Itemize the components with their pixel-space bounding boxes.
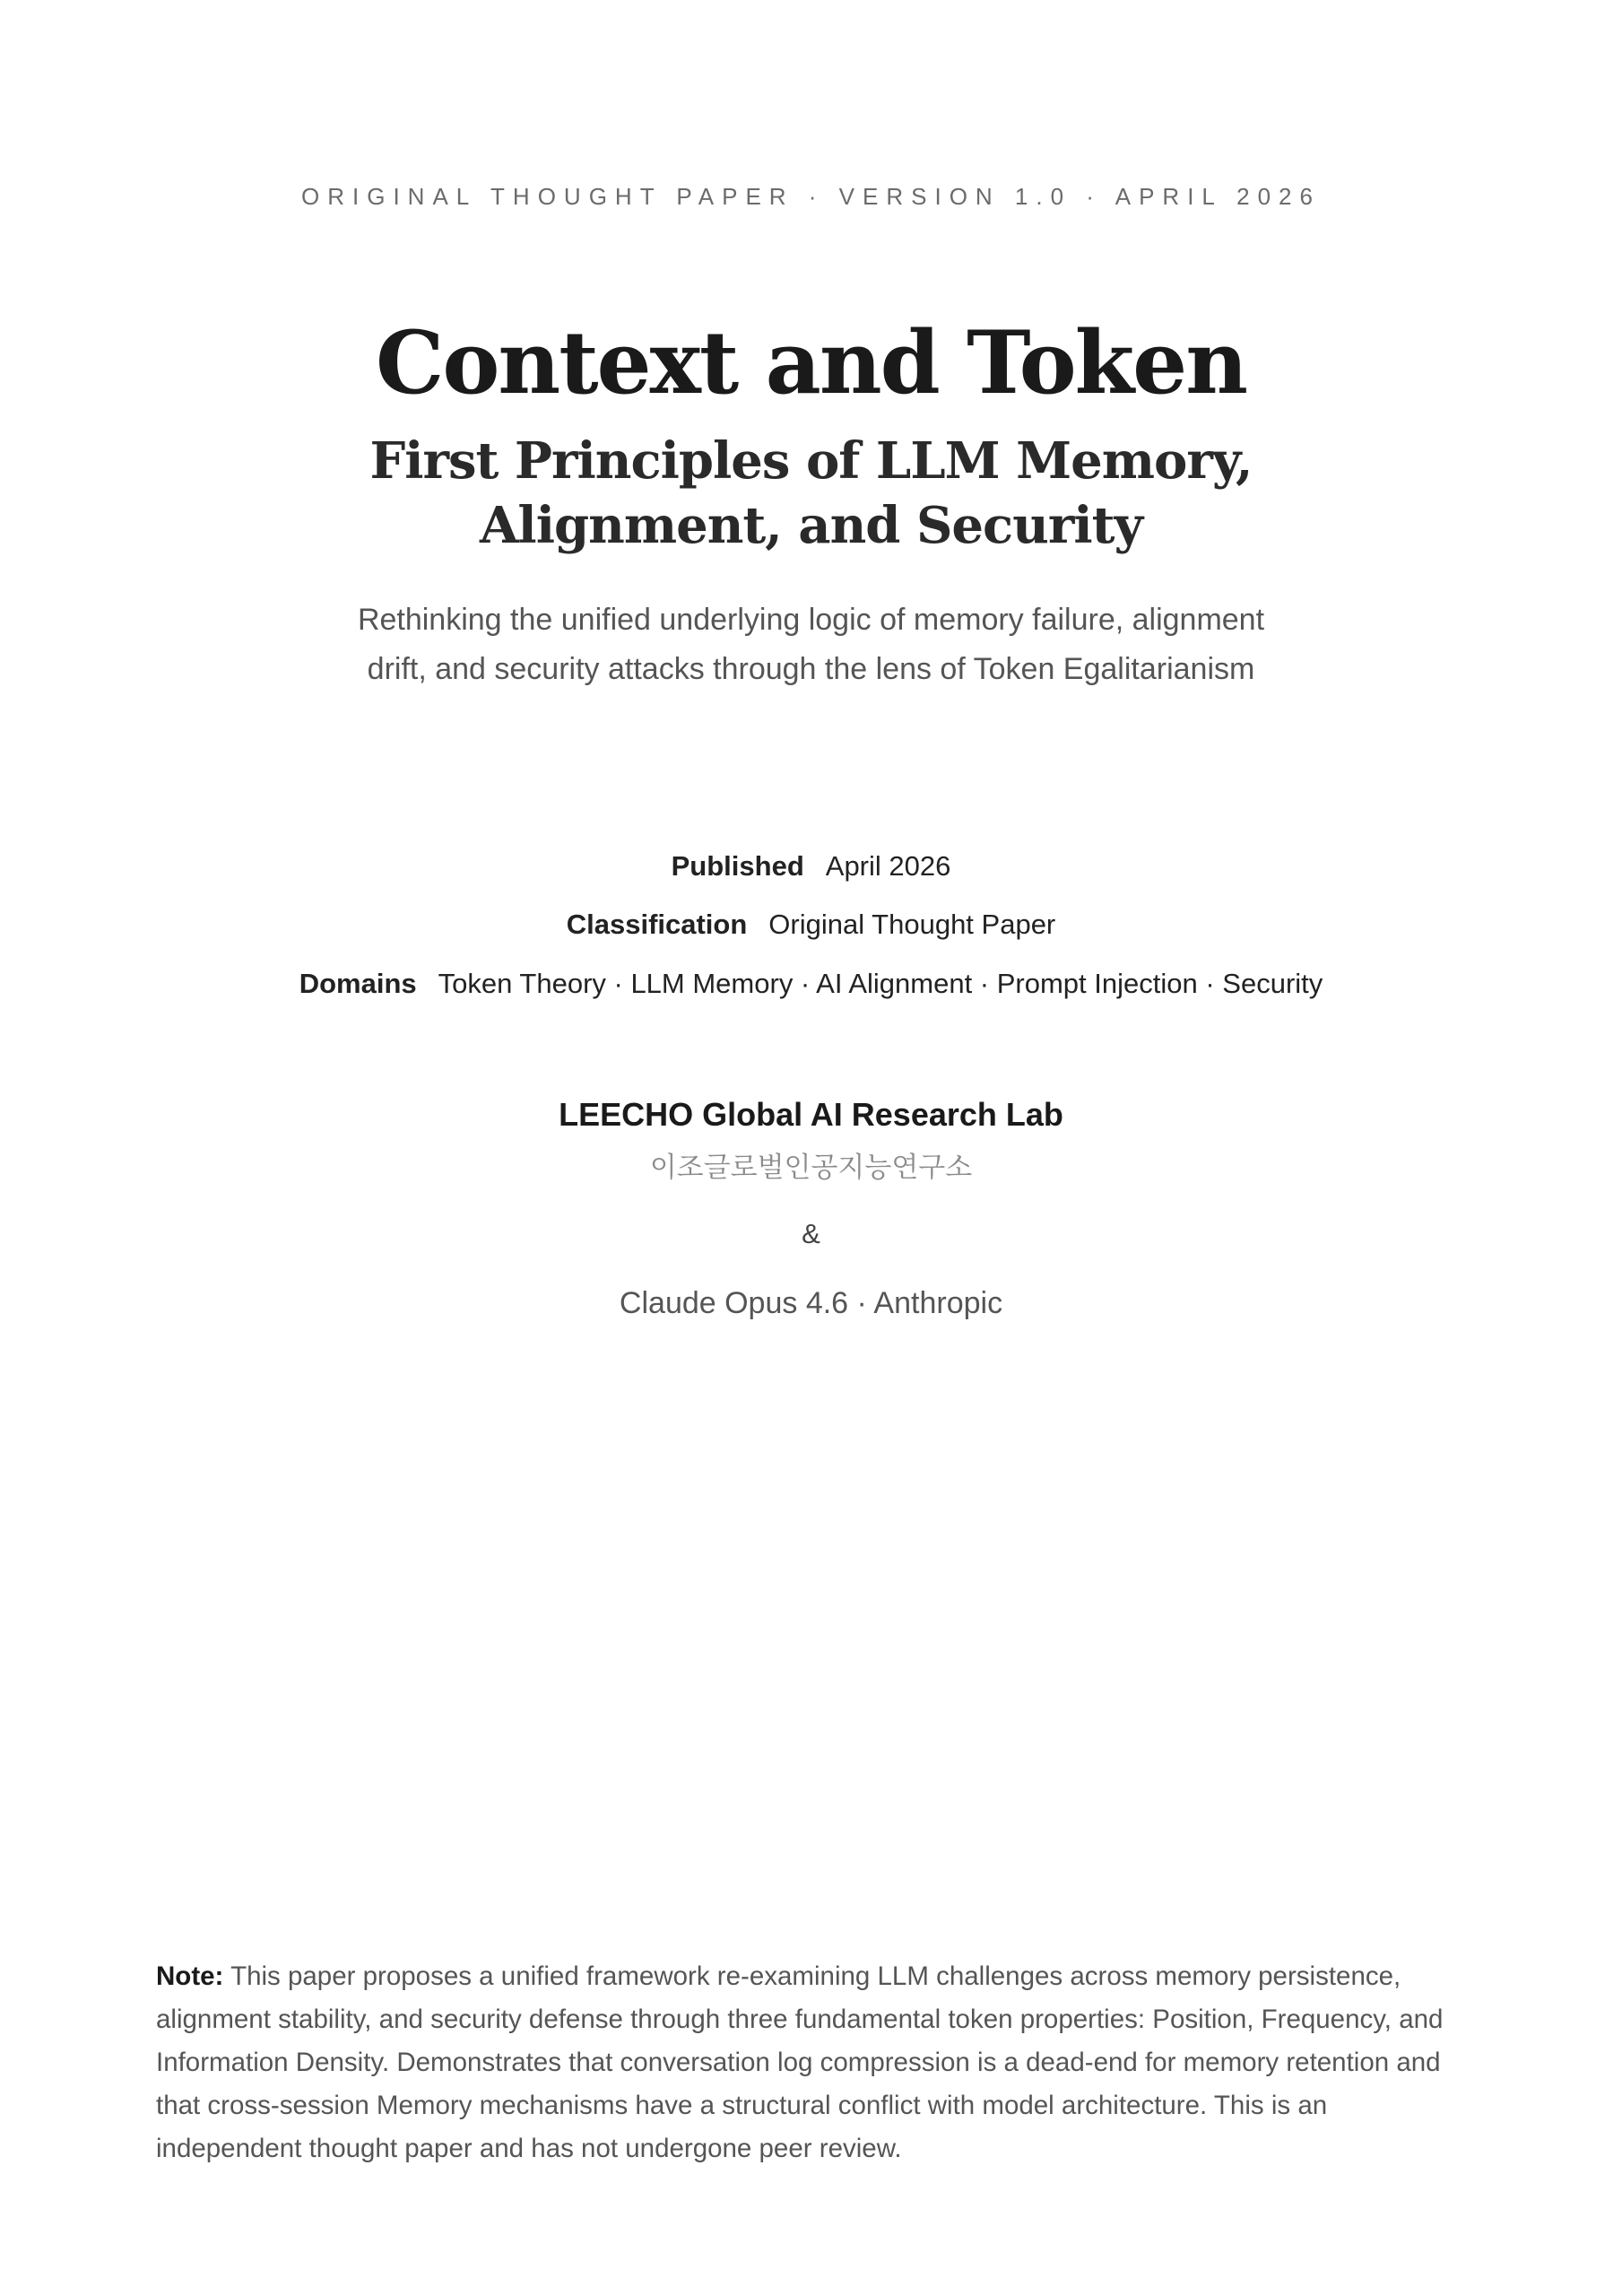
classification-value: Original Thought Paper — [768, 909, 1056, 940]
paper-kicker: ORIGINAL THOUGHT PAPER · VERSION 1.0 · APRIL 2026 — [301, 183, 1321, 210]
meta-domains — [0, 968, 1622, 1000]
note-label: Note: — [156, 1961, 224, 1991]
paper-abstract — [0, 596, 1622, 694]
paper-note — [156, 1955, 1474, 2170]
abstract-line-2: drift, and security attacks through the lens of Token Egalitarianism — [367, 652, 1255, 686]
classification-label: Classification — [566, 909, 748, 940]
paper-subtitle — [0, 429, 1622, 558]
meta-classification — [0, 909, 1622, 941]
published-label: Published — [671, 850, 804, 882]
lab-name: LEECHO Global AI Research Lab — [559, 1096, 1063, 1133]
domains-value: Token Theory · LLM Memory · AI Alignment · Prompt Injection · Security — [438, 968, 1323, 999]
paper-title: Context and Token — [375, 312, 1247, 413]
collaborator-name: Claude Opus 4.6 · Anthropic — [619, 1286, 1003, 1320]
lab-korean-name: 이조글로벌인공지능연구소 — [649, 1152, 973, 1183]
domains-label: Domains — [299, 968, 417, 999]
subtitle-line-1: First Principles of LLM Memory, — [369, 431, 1253, 491]
note-text: This paper proposes a unified framework re-examining LLM challenges across memory persistence, alignment stability, and security defense through three fundamental token properties: Position, Frequency, and Information Density. Demonstrates that conversation log compression is a dead-end for memory retention and that cross-session Memory mechanisms have a structural conflict with model architecture. This is an independent thought paper and has not undergone peer review. — [156, 1961, 1444, 2163]
abstract-line-1: Rethinking the unified underlying logic of memory failure, alignment — [357, 603, 1265, 637]
author-ampersand: & — [802, 1218, 820, 1249]
subtitle-line-2: Alignment, and Security — [479, 496, 1143, 555]
published-value: April 2026 — [825, 850, 951, 882]
meta-published — [0, 850, 1622, 883]
